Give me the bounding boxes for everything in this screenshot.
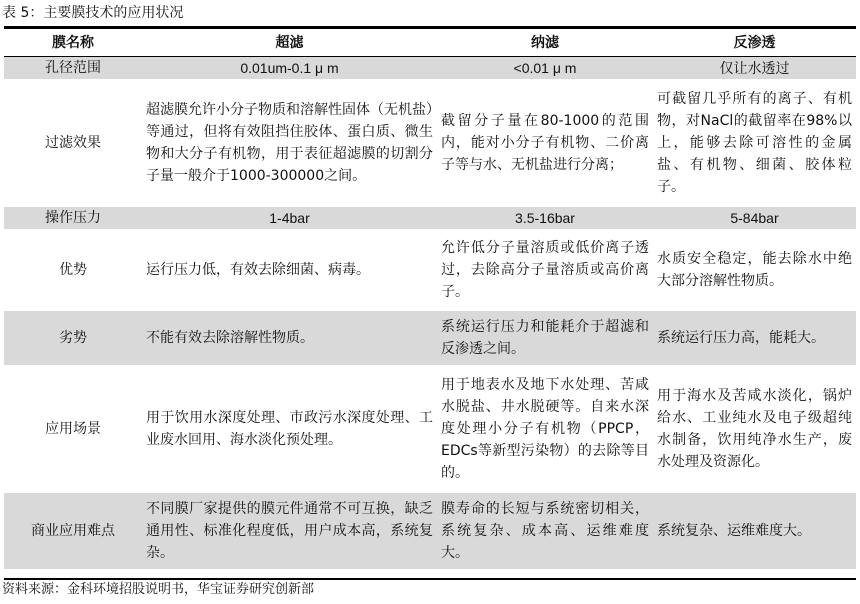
bottom-rule — [4, 578, 856, 580]
column-header: 纳滤 — [437, 30, 653, 56]
source-note: 资料来源：金科环境招股说明书，华宝证券研究创新部 — [2, 582, 315, 597]
row-label: 操作压力 — [4, 206, 142, 230]
table-cell: 0.01um-0.1 μ m — [142, 56, 437, 80]
table-row — [4, 310, 856, 366]
row-label: 应用场景 — [4, 366, 142, 492]
table-row — [4, 80, 856, 206]
column-header: 反渗透 — [653, 30, 856, 56]
table-row — [4, 206, 856, 230]
table-cell: 不同膜厂家提供的膜元件通常不可互换，缺乏通用性、标准化程度低，用户成本高，系统复杂。 — [142, 492, 437, 570]
table-cell: 3.5-16bar — [437, 206, 653, 230]
table-cell: 超滤膜允许小分子物质和溶解性固体（无机盐）等通过，但将有效阻挡住胶体、蛋白质、微生物和大分子有机物，用于表征超滤膜的切割分子量一般介于1000-300000之间。 — [142, 80, 437, 206]
table-cell: 用于地表水及地下水处理、苦咸水脱盐、井水脱硬等。自来水深度处理小分子有机物（PPCP，EDCs等新型污染物）的去除等目的。 — [437, 366, 653, 492]
table-header-row — [4, 30, 856, 56]
table-cell: 允许低分子量溶质或低价离子透过，去除高分子量溶质或高价离子。 — [437, 230, 653, 310]
row-label: 商业应用难点 — [4, 492, 142, 570]
column-header: 超滤 — [142, 30, 437, 56]
table-cell: 5-84bar — [653, 206, 856, 230]
table-cell: 截留分子量在80-1000的范围内，能对小分子有机物、二价离子等与水、无机盐进行分离； — [437, 80, 653, 206]
table-row — [4, 492, 856, 570]
row-label: 孔径范围 — [4, 56, 142, 80]
table-cell: 膜寿命的长短与系统密切相关，系统复杂、成本高、运维难度大。 — [437, 492, 653, 570]
table-cell: 系统复杂、运维难度大。 — [653, 492, 856, 570]
table-cell: 1-4bar — [142, 206, 437, 230]
row-label: 劣势 — [4, 310, 142, 366]
table-cell: 系统运行压力和能耗介于超滤和反渗透之间。 — [437, 310, 653, 366]
table-row — [4, 56, 856, 80]
table-cell: 可截留几乎所有的离子、有机物，对NaCl的截留率在98%以上，能够去除可溶性的金属盐、有机物、细菌、胶体粒子。 — [653, 80, 856, 206]
row-label: 优势 — [4, 230, 142, 310]
top-rule — [4, 26, 856, 29]
table-row — [4, 230, 856, 310]
table-cell: 运行压力低，有效去除细菌、病毒。 — [142, 230, 437, 310]
table-row — [4, 366, 856, 492]
column-header: 膜名称 — [4, 30, 142, 56]
membrane-table — [4, 30, 856, 571]
table-cell: 用于海水及苦咸水淡化，锅炉给水、工业纯水及电子级超纯水制备，饮用纯净水生产，废水处理及资源化。 — [653, 366, 856, 492]
row-label: 过滤效果 — [4, 80, 142, 206]
table-cell: 用于饮用水深度处理、市政污水深度处理、工业废水回用、海水淡化预处理。 — [142, 366, 437, 492]
table-cell: 仅让水透过 — [653, 56, 856, 80]
table-cell: 系统运行压力高，能耗大。 — [653, 310, 856, 366]
table-cell: 不能有效去除溶解性物质。 — [142, 310, 437, 366]
table-cell: 水质安全稳定，能去除水中绝大部分溶解性物质。 — [653, 230, 856, 310]
table-caption: 表 5：主要膜技术的应用状况 — [2, 5, 184, 21]
table-cell: <0.01 μ m — [437, 56, 653, 80]
